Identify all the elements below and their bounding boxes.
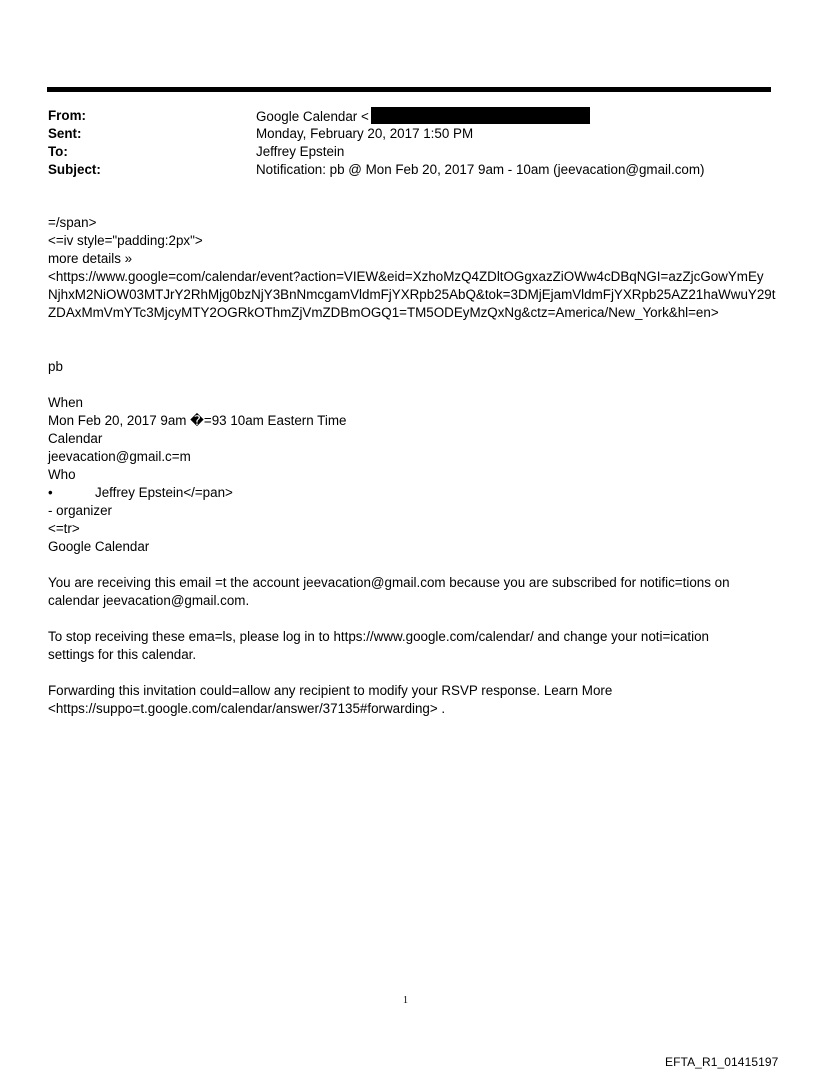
bullet-icon: • [48, 485, 53, 500]
more-details-label: more details » [48, 251, 133, 266]
sent-value: Monday, February 20, 2017 1:50 PM [256, 126, 474, 141]
calendar-value: jeevacation@gmail.c=m [48, 449, 191, 464]
bates-number: EFTA_R1_01415197 [665, 1055, 779, 1069]
paragraph-line: settings for this calendar. [48, 647, 197, 662]
who-label: Who [48, 467, 76, 482]
who-bullet-item [48, 484, 778, 502]
html-fragment-block [48, 214, 778, 322]
event-link-line: <https://www.google=com/calendar/event?action=VIEW&eid=XzhoMzQ4ZDltOGgxazZiOWw4cDBqNGI=azZjcGowYmEy [48, 269, 764, 284]
paragraph-line: Forwarding this invitation could=allow any recipient to modify your RSVP response. Learn More [48, 683, 613, 698]
organizer-label: - organizer [48, 503, 113, 518]
when-label: When [48, 395, 83, 410]
body-line: =/span> [48, 215, 97, 230]
who-value: Jeffrey Epstein</=pan> [95, 485, 233, 500]
to-label: To: [48, 144, 68, 159]
from-suffix: < [360, 109, 369, 124]
from-name: Google Calendar [256, 109, 358, 124]
sent-label: Sent: [48, 126, 82, 141]
body-line: <=tr> [48, 521, 80, 536]
event-title: pb [48, 359, 63, 374]
page-number: 1 [403, 995, 408, 1006]
footer-name: Google Calendar [48, 539, 150, 554]
paragraph-line: calendar jeevacation@gmail.com. [48, 593, 250, 608]
header-divider [47, 87, 771, 92]
paragraph-line: To stop receiving these ema=ls, please log in to https://www.google.com/calendar/ and change your noti=ication [48, 629, 709, 644]
from-value [256, 107, 590, 126]
subject-value: Notification: pb @ Mon Feb 20, 2017 9am - 10am (jeevacation@gmail.com) [256, 162, 705, 177]
calendar-label: Calendar [48, 431, 103, 446]
paragraph-line: <https://suppo=t.google.com/calendar/answer/37135#forwarding> . [48, 701, 446, 716]
forwarding-paragraph [48, 682, 778, 718]
event-link-line: NjhxM2NiOW03MTJrY2RhMjg0bzNjY3BnNmcgamVldmFjYXRpb25AbQ&tok=3DMjEjamVldmFjYXRpb25AZ21haWwuY29t [48, 287, 776, 302]
notice-paragraph [48, 574, 778, 610]
event-link-line: ZDAxMmVmYTc3MjcyMTY2OGRkOThmZjVmZDBmOGQ1=TM5ODEyMzQxNg&ctz=America/New_York&hl=en> [48, 305, 719, 320]
to-value: Jeffrey Epstein [256, 144, 345, 159]
redaction-box [371, 107, 590, 124]
unsubscribe-paragraph [48, 628, 778, 664]
body-line: <=iv style="padding:2px"> [48, 233, 203, 248]
subject-label: Subject: [48, 162, 101, 177]
from-label: From: [48, 108, 86, 123]
event-details-block [48, 394, 778, 556]
when-value: Mon Feb 20, 2017 9am �=93 10am Eastern Time [48, 413, 347, 428]
paragraph-line: You are receiving this email =t the account jeevacation@gmail.com because you are subscribed for notific=tions on [48, 575, 730, 590]
